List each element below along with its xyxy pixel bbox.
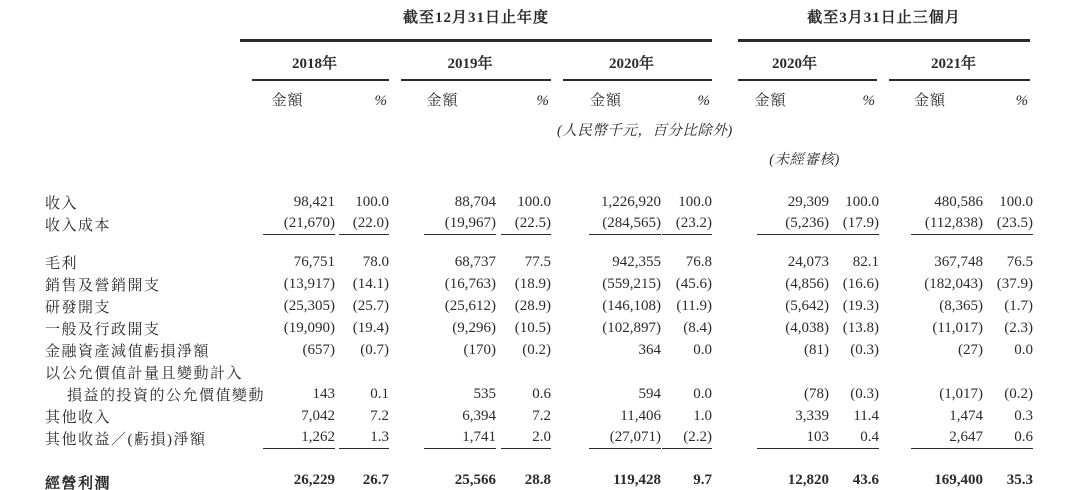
amount-cell: 119,428 — [551, 471, 661, 490]
percent-cell: (0.3) — [850, 386, 880, 402]
percent-cell: (37.9) — [996, 276, 1034, 292]
table-row — [40, 383, 1030, 405]
percent-cell: 0.6 — [983, 427, 1030, 449]
percent-cell: 7.2 — [370, 408, 389, 424]
amount-cell: (11,017) — [932, 320, 984, 336]
percent-header: % — [536, 93, 549, 109]
percent-cell: (1.7) — [1004, 298, 1034, 314]
amount-cell: (657) — [302, 342, 335, 358]
row-label: 以公允價值計量且變動計入 — [45, 366, 244, 382]
table-row — [40, 405, 1030, 427]
amount-cell: 942,355 — [612, 254, 661, 270]
percent-cell: 0.6 — [532, 386, 551, 402]
amount-cell: 11,406 — [620, 408, 661, 424]
percent-cell: 7.2 — [532, 408, 551, 424]
amount-cell: 25,566 — [389, 471, 496, 490]
percent-cell: (19.4) — [352, 320, 389, 336]
table-body — [40, 191, 1034, 490]
percent-cell: 28.8 — [496, 471, 551, 490]
percent-cell: (17.9) — [829, 213, 877, 235]
percent-cell: 11.4 — [853, 408, 880, 424]
amount-cell: 26,229 — [240, 471, 335, 490]
amount-cell: 88,704 — [454, 194, 496, 210]
percent-cell: 78.0 — [362, 254, 389, 270]
percent-cell: (2.2) — [661, 427, 712, 449]
group-quarter — [712, 6, 1030, 42]
percent-cell: 1.3 — [335, 427, 389, 449]
percent-cell: 76.8 — [685, 254, 713, 270]
spacer-row — [40, 449, 1030, 471]
group-annual — [240, 6, 712, 42]
amount-cell: 169,400 — [877, 471, 983, 490]
amount-cell: (16,763) — [444, 276, 496, 292]
table-row — [40, 471, 1030, 490]
amount-header: 金額 — [914, 93, 947, 109]
amount-header: 金額 — [589, 93, 622, 109]
amount-cell: 29,309 — [787, 194, 830, 210]
percent-cell: 77.5 — [524, 254, 551, 270]
percent-cell — [335, 361, 389, 383]
percent-cell: (13.8) — [842, 320, 880, 336]
percent-header: % — [697, 93, 711, 109]
table-row — [40, 361, 1030, 383]
amount-cell: (78) — [804, 386, 830, 402]
amount-cell: 76,751 — [293, 254, 335, 270]
percent-cell — [661, 361, 712, 383]
amount-cell: (21,670) — [240, 213, 335, 235]
percent-cell: 43.6 — [829, 471, 877, 490]
amount-cell — [551, 361, 661, 383]
amount-header: 金額 — [426, 93, 459, 109]
amount-cell: (284,565) — [551, 213, 661, 235]
table-row — [40, 251, 1030, 273]
amount-cell: (170) — [463, 342, 496, 358]
row-label: 損益的投資的公允價值變動 — [67, 388, 266, 404]
percent-cell: 26.7 — [335, 471, 389, 490]
table-row — [40, 317, 1030, 339]
amount-cell — [712, 361, 829, 383]
financial-table — [40, 6, 1034, 490]
percent-cell: 0.1 — [370, 386, 389, 402]
group-annual-title: 截至12月31日止年度 — [403, 10, 550, 26]
amount-cell: (4,856) — [785, 276, 830, 292]
amount-cell: 1,226,920 — [601, 194, 661, 210]
amount-cell — [240, 361, 335, 383]
row-label: 收入成本 — [45, 218, 112, 234]
percent-cell: (8.4) — [683, 320, 713, 336]
percent-cell: 0.0 — [693, 342, 713, 358]
amount-cell: 2,647 — [877, 427, 983, 449]
amount-cell: (146,108) — [602, 298, 661, 314]
row-label: 其他收益／(虧損)淨額 — [45, 432, 207, 448]
amount-cell: 1,741 — [389, 427, 496, 449]
amount-cell: 367,748 — [934, 254, 984, 270]
amount-cell: (19,967) — [389, 213, 496, 235]
percent-header: % — [862, 93, 876, 109]
amount-cell: (81) — [804, 342, 830, 358]
percent-cell: 9.7 — [661, 471, 712, 490]
percent-cell: 100.0 — [845, 194, 880, 210]
amount-cell: (25,305) — [283, 298, 335, 314]
percent-cell: 100.0 — [999, 194, 1034, 210]
amount-cell: (4,038) — [785, 320, 830, 336]
amount-cell: (5,236) — [712, 213, 829, 235]
row-label: 銷售及營銷開支 — [45, 278, 161, 294]
percent-cell: (11.9) — [676, 298, 713, 314]
year-header-row — [40, 42, 1030, 81]
percent-cell: (0.2) — [1004, 386, 1034, 402]
amount-header: 金額 — [754, 93, 787, 109]
amount-cell: 535 — [473, 386, 496, 402]
table-row — [40, 213, 1030, 235]
units-note: (人民幣千元，百分比除外) — [557, 123, 733, 139]
amount-cell: (8,365) — [939, 298, 984, 314]
unaudited-note: (未經審核) — [769, 152, 840, 168]
units-note-row — [40, 112, 1030, 142]
subheader-row — [40, 81, 1030, 112]
amount-cell: 12,820 — [712, 471, 829, 490]
amount-cell: 68,737 — [454, 254, 496, 270]
percent-cell: (14.1) — [352, 276, 389, 292]
year-2019: 2019年 — [389, 42, 551, 81]
row-label: 其他收入 — [45, 410, 112, 426]
unaudited-note-row — [40, 142, 1030, 171]
amount-cell: 98,421 — [293, 194, 335, 210]
table-row — [40, 191, 1030, 213]
row-label: 金融資產減值虧損淨額 — [45, 344, 211, 360]
group-header-row — [40, 6, 1030, 42]
amount-header: 金額 — [271, 93, 304, 109]
percent-cell: (22.0) — [335, 213, 389, 235]
percent-cell: (2.3) — [1004, 320, 1034, 336]
percent-cell: (0.7) — [360, 342, 389, 358]
spacer-row — [40, 171, 1030, 191]
group-quarter-title: 截至3月31日止三個月 — [807, 10, 961, 26]
percent-cell: (23.5) — [983, 213, 1030, 235]
amount-cell — [389, 361, 496, 383]
amount-cell: 1,474 — [949, 408, 984, 424]
percent-cell: (0.2) — [522, 342, 551, 358]
percent-cell: 2.0 — [496, 427, 551, 449]
percent-cell — [496, 361, 551, 383]
table-row — [40, 273, 1030, 295]
percent-header: % — [374, 93, 387, 109]
percent-cell: (19.3) — [842, 298, 880, 314]
percent-cell: 76.5 — [1006, 254, 1034, 270]
amount-cell: 6,394 — [462, 408, 496, 424]
table-row — [40, 339, 1030, 361]
percent-cell: (22.5) — [496, 213, 551, 235]
year-2020: 2020年 — [551, 42, 712, 81]
amount-cell: (27,071) — [551, 427, 661, 449]
amount-cell: 143 — [312, 386, 335, 402]
amount-cell: (1,017) — [939, 386, 984, 402]
amount-cell: (5,642) — [785, 298, 830, 314]
percent-cell: 100.0 — [517, 194, 551, 210]
percent-cell: 82.1 — [852, 254, 880, 270]
amount-cell: 3,339 — [795, 408, 830, 424]
percent-cell: 0.4 — [829, 427, 877, 449]
amount-cell — [877, 361, 983, 383]
percent-cell — [983, 361, 1030, 383]
amount-cell: 103 — [712, 427, 829, 449]
quarter-2020: 2020年 — [712, 42, 877, 81]
amount-cell: 1,262 — [240, 427, 335, 449]
amount-cell: (19,090) — [283, 320, 335, 336]
amount-cell: 480,586 — [934, 194, 984, 210]
amount-cell: 364 — [638, 342, 661, 358]
row-label: 收入 — [45, 196, 79, 212]
amount-cell: (112,838) — [877, 213, 983, 235]
percent-cell: (16.6) — [842, 276, 880, 292]
year-2018: 2018年 — [240, 42, 389, 81]
percent-cell: 100.0 — [355, 194, 389, 210]
amount-cell: (9,296) — [452, 320, 496, 336]
corner-cell — [40, 6, 240, 42]
amount-cell: (25,612) — [444, 298, 496, 314]
percent-cell: (28.9) — [514, 298, 551, 314]
percent-cell: (23.2) — [661, 213, 712, 235]
percent-cell: 35.3 — [983, 471, 1030, 490]
table-row — [40, 427, 1030, 449]
percent-cell: 100.0 — [678, 194, 713, 210]
percent-cell: (45.6) — [675, 276, 713, 292]
percent-cell: (18.9) — [514, 276, 551, 292]
row-label: 研發開支 — [45, 300, 112, 316]
percent-cell: (25.7) — [352, 298, 389, 314]
percent-cell: 0.0 — [1014, 342, 1034, 358]
amount-cell: (102,897) — [602, 320, 661, 336]
percent-cell: (10.5) — [514, 320, 551, 336]
percent-cell: (0.3) — [850, 342, 880, 358]
percent-cell: 1.0 — [693, 408, 713, 424]
percent-cell — [829, 361, 877, 383]
percent-cell: 0.0 — [693, 386, 713, 402]
row-label: 一般及行政開支 — [45, 322, 161, 338]
spacer-row — [40, 235, 1030, 251]
amount-cell: 24,073 — [787, 254, 830, 270]
amount-cell: 594 — [638, 386, 661, 402]
amount-cell: (182,043) — [924, 276, 984, 292]
percent-cell: 0.3 — [1014, 408, 1034, 424]
percent-header: % — [1015, 93, 1029, 109]
amount-cell: 7,042 — [301, 408, 335, 424]
row-label: 毛利 — [45, 256, 79, 272]
quarter-2021: 2021年 — [877, 42, 1030, 81]
row-label: 經營利潤 — [45, 476, 112, 490]
amount-cell: (27) — [958, 342, 984, 358]
amount-cell: (13,917) — [283, 276, 335, 292]
table-row — [40, 295, 1030, 317]
amount-cell: (559,215) — [602, 276, 661, 292]
